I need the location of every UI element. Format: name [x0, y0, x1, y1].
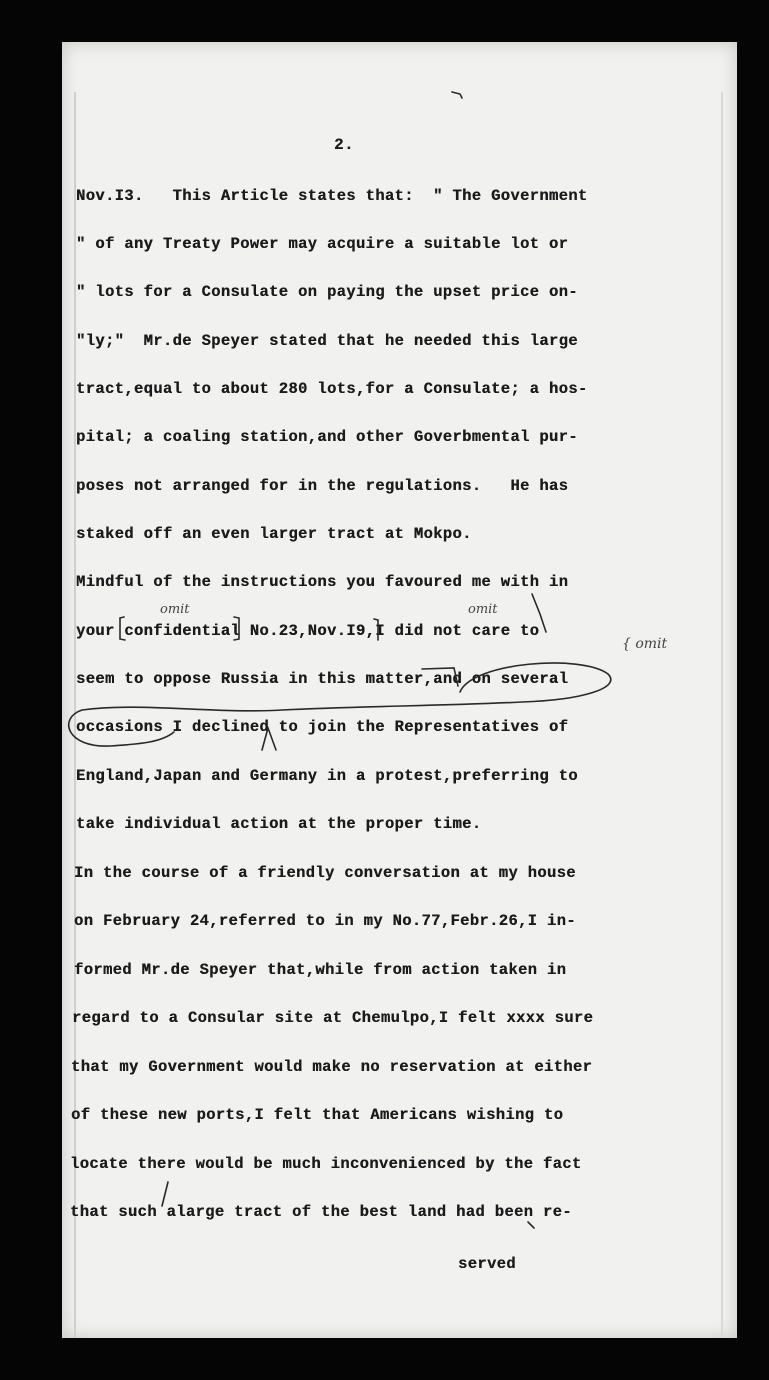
text-line: In the course of a friendly conversation at my house [74, 864, 576, 882]
text-line: on February 24,referred to in my No.77,Febr.26,I in- [74, 912, 576, 930]
margin-omit-note: { omit [622, 636, 668, 652]
text-line: regard to a Consular site at Chemulpo,I felt xxxx sure [72, 1009, 594, 1027]
document-page [62, 42, 737, 1338]
text-line: poses not arranged for in the regulations. He has [76, 477, 569, 495]
text-line: " of any Treaty Power may acquire a suitable lot or [76, 235, 569, 253]
text-line: that my Government would make no reservation at either [71, 1058, 593, 1076]
page-edge-right [721, 92, 723, 1338]
text-line: staked off an even larger tract at Mokpo. [76, 525, 472, 543]
text-line: seem to oppose Russia in this matter,and on several [76, 670, 569, 688]
page-edge-left [74, 92, 76, 1338]
handwritten-omit-note: omit [468, 602, 498, 617]
catchword: served [458, 1255, 516, 1273]
text-line: take individual action at the proper time. [76, 815, 482, 833]
text-line: pital; a coaling station,and other Goverbmental pur- [76, 428, 578, 446]
text-line: England,Japan and Germany in a protest,preferring to [76, 767, 578, 785]
text-line: locate there would be much inconvenienced by the fact [70, 1155, 582, 1173]
text-line: Nov.I3. This Article states that: " The Government [76, 187, 588, 205]
text-line: your confidential No.23,Nov.I9,I did not care to [76, 622, 540, 640]
page-number: 2. [334, 136, 354, 154]
text-line: formed Mr.de Speyer that,while from action taken in [74, 961, 567, 979]
text-line: Mindful of the instructions you favoured me with in [76, 573, 569, 591]
text-line: that such alarge tract of the best land had been re- [70, 1203, 572, 1221]
text-line: occasions I declined to join the Representatives of [76, 718, 569, 736]
text-line: tract,equal to about 280 lots,for a Consulate; a hos- [76, 380, 588, 398]
text-line: "ly;" Mr.de Speyer stated that he needed this large [76, 332, 578, 350]
text-line: of these new ports,I felt that Americans wishing to [71, 1106, 564, 1124]
handwritten-omit-note: omit [160, 602, 190, 617]
text-line: " lots for a Consulate on paying the upset price on- [76, 283, 578, 301]
